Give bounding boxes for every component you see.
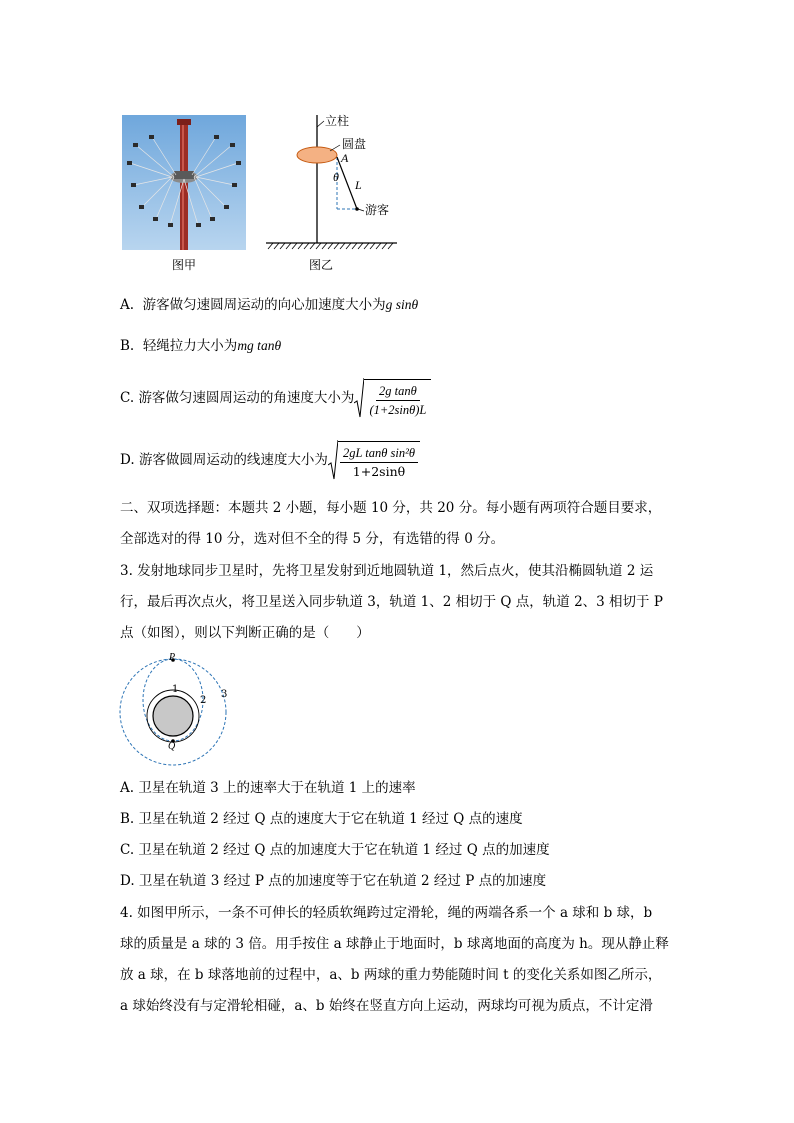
orbit-diagram <box>118 652 238 770</box>
q3-line3: 点（如图），则以下判断正确的是（ ） <box>120 625 370 641</box>
q4-line1: 4. 如图甲所示，一条不可伸长的轻质软绳跨过定滑轮，绳的两端各系一个 a 球和 b 球，b <box>120 905 653 921</box>
sqrt-expression: $\frac{\text{2gL tanθ sin²θ}}{1+2\sin\theta}$ <box>328 439 420 481</box>
orbit-label-3: 3 <box>221 689 228 700</box>
section2-line1: 二、双项选择题：本题共 2 小题，每小题 10 分，共 20 分。每小题有两项符合题目要求， <box>120 500 662 516</box>
q3-option-b: B. 卫星在轨道 2 经过 Q 点的速度大于它在轨道 1 经过 Q 点的速度 <box>120 811 523 827</box>
label-point-a: A <box>341 151 349 165</box>
swing-ride-photo-icon <box>122 115 246 250</box>
sqrt-expression: $\frac{\text{2g tanθ}}{(1+2\sin\theta)L}$ <box>354 377 431 419</box>
q2-option-d: D. 游客做圆周运动的线速度大小为 $\frac{\text{2gL tanθ sin²θ}}{1+2\sin\theta}$ <box>120 438 420 482</box>
label-pillar: 立柱 <box>325 114 350 128</box>
orbit-label-1: 1 <box>172 684 179 695</box>
figure-jia-caption: 图甲 <box>172 258 197 272</box>
label-tourist: 游客 <box>365 203 390 217</box>
label-length-l: L <box>355 178 362 192</box>
figure-jia-photo <box>122 115 246 250</box>
q4-line4: a 球始终没有与定滑轮相碰，a、b 始终在竖直方向上运动，两球均可视为质点，不计定滑 <box>120 998 653 1014</box>
earth-icon <box>153 696 193 736</box>
q2-option-c: C. 游客做匀速圆周运动的角速度大小为 $\frac{\text{2g tanθ}}{(1+2\sin\theta)L}$ <box>120 376 431 420</box>
q3-option-a: A. 卫星在轨道 3 上的速率大于在轨道 1 上的速率 <box>120 780 416 796</box>
q3-option-c: C. 卫星在轨道 2 经过 Q 点的加速度大于它在轨道 1 经过 Q 点的加速度 <box>120 842 550 858</box>
q3-line2: 行，最后再次点火，将卫星送入同步轨道 3，轨道 1、2 相切于 Q 点，轨道 2、3 相切于 P <box>120 594 663 610</box>
orbit-label-2: 2 <box>200 695 207 706</box>
label-theta: θ <box>333 170 339 184</box>
q2-option-a: A. 游客做匀速圆周运动的向心加速度大小为g sinθ <box>120 297 419 313</box>
orbit-label-q: Q <box>168 741 176 752</box>
disc-shape <box>297 147 337 163</box>
q4-line3: 放 a 球，在 b 球落地前的过程中，a、b 两球的重力势能随时间 t 的变化关系如图乙所示， <box>120 967 662 983</box>
q3-line1: 3. 发射地球同步卫星时，先将卫星发射到近地圆轨道 1，然后点火，使其沿椭圆轨道 2 运 <box>120 563 654 579</box>
q3-option-d: D. 卫星在轨道 3 经过 P 点的加速度等于它在轨道 2 经过 P 点的加速度 <box>120 873 547 889</box>
label-disc: 圆盘 <box>342 137 367 151</box>
section2-line2: 全部选对的得 10 分，选对但不全的得 5 分，有选错的得 0 分。 <box>120 531 505 547</box>
orbit-label-p: P <box>169 652 176 663</box>
figure-yi-caption: 图乙 <box>309 258 334 272</box>
q4-line2: 球的质量是 a 球的 3 倍。用手按住 a 球静止于地面时，b 球离地面的高度为 h。现从静止释 <box>120 936 669 952</box>
q2-option-b: B. 轻绳拉力大小为mg tanθ <box>120 338 282 354</box>
